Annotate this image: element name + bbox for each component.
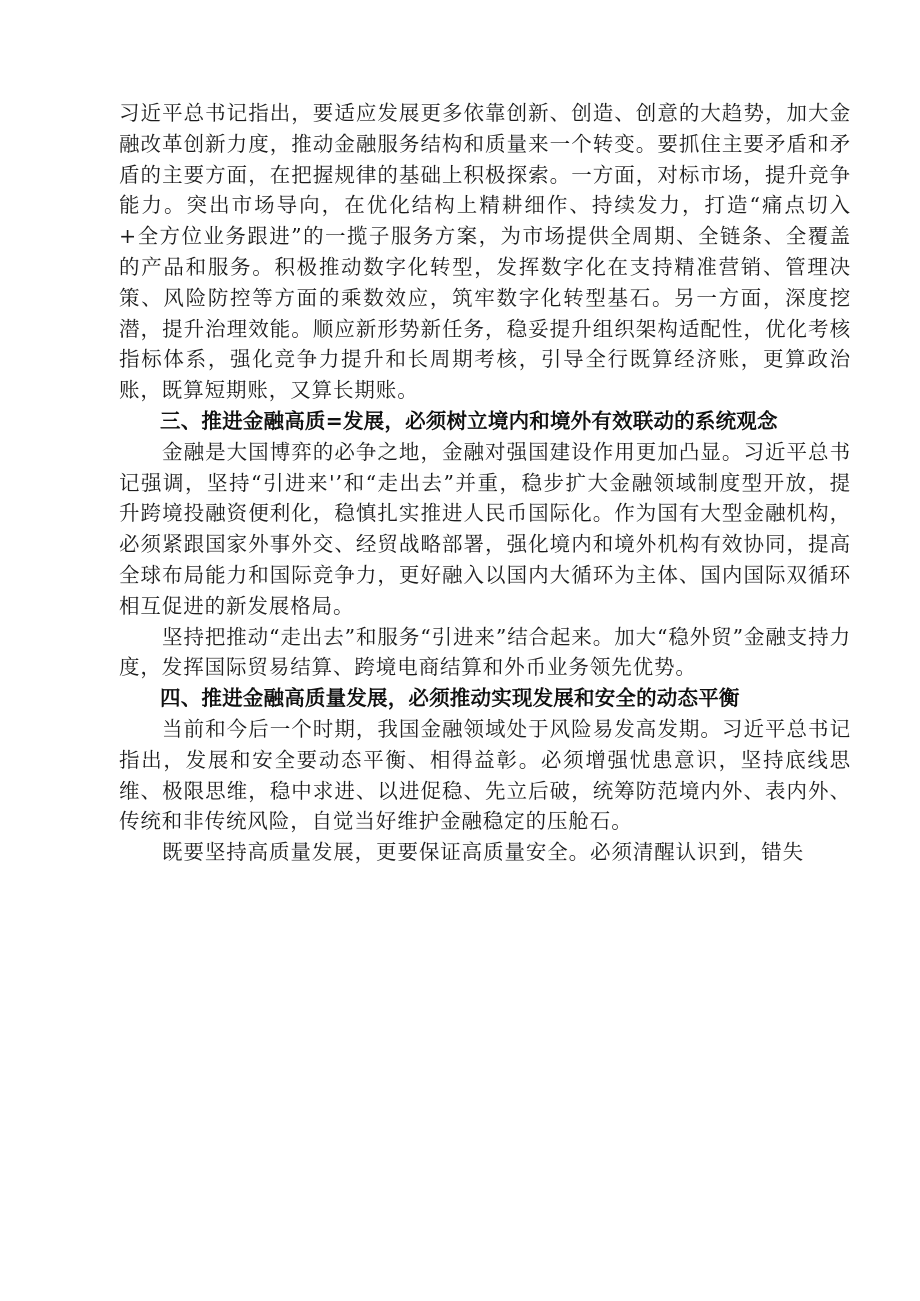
paragraph-going-out-bringing-in: 坚持把推动“走出去”和服务“引进来”结合起来。加大“稳外贸”金融支持力度，发挥国际贸易结算、跨境电商结算和外币业务领先优势。 [119, 624, 851, 680]
section-heading-four: 四、推进金融高质量发展，必须推动实现发展和安全的动态平衡 [160, 686, 740, 711]
paragraph-reform-innovation: 习近平总书记指出，要适应发展更多依靠创新、创造、创意的大趋势，加大金融改革创新力度，推动金融服务结构和质量来一个转变。要抓住主要矛盾和矛盾的主要方面，在把握规律的基础上积极探索。一方面，对标市场，提升竞争能力。突出市场导向，在优化结构上精耕细作、持续发力，打造“痛点切入+全方位业务跟进”的一揽子服务方案，为市场提供全周期、全链条、全覆盖的产品和服务。积极推动数字化转型，发挥数字化在支持精准营销、管理决策、风险防控等方面的乘数效应，筑牢数字化转型基石。另一方面，深度挖潜，提升治理效能。顺应新形势新任务，稳妥提升组织架构适配性，优化考核指标体系，强化竞争力提升和长周期考核，引导全行既算经济账，更算政治账，既算短期账，又算长期账。 [119, 101, 851, 403]
paragraph-financial-competition: 金融是大国博弈的必争之地，金融对强国建设作用更加凸显。习近平总书记强调，坚持“引进来'’和“走出去”并重，稳步扩大金融领域制度型开放，提升跨境投融资便利化，稳慎扎实推进人民币国际化。作为国有大型金融机构，必须紧跟国家外事外交、经贸战略部署，强化境内和境外机构有效协同，提高全球布局能力和国际竞争力，更好融入以国内大循环为主体、国内国际双循环相互促进的新发展格局。 [119, 439, 851, 618]
paragraph-quality-security: 既要坚持高质量发展，更要保证高质量安全。必须清醒认识到，错失 [162, 840, 805, 865]
document-body [119, 98, 851, 868]
paragraph-risk-period: 当前和今后一个时期，我国金融领域处于风险易发高发期。习近平总书记指出，发展和安全要动态平衡、相得益彰。必须增强忧患意识，坚持底线思维、极限思维，稳中求进、以进促稳、先立后破，统筹防范境内外、表内外、传统和非传统风险，自觉当好维护金融稳定的压舱石。 [119, 716, 851, 834]
section-heading-three: 三、推进金融高质=发展，必须树立境内和境外有效联动的系统观念 [160, 408, 778, 433]
